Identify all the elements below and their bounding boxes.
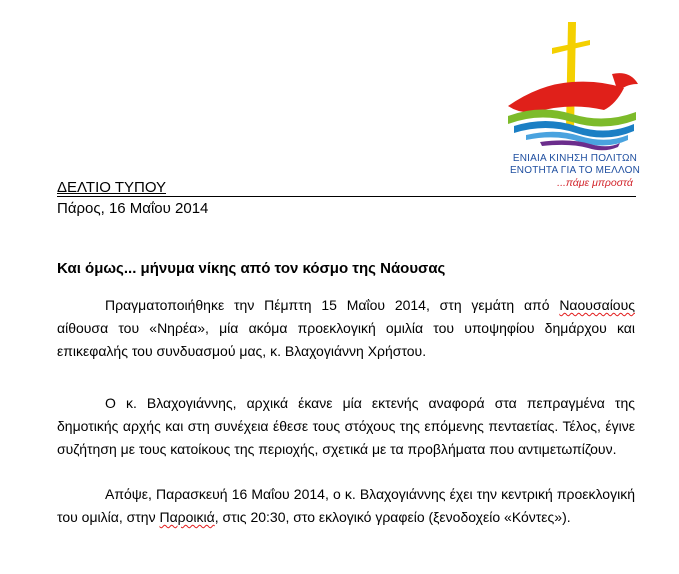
document-type-title: ΔΕΛΤΙΟ ΤΥΠΟΥ <box>57 179 167 196</box>
paragraph-3 <box>57 483 635 529</box>
party-logo <box>500 18 650 198</box>
press-release-headline: Και όμως... μήνυμα νίκης από τον κόσμο της Νάουσας <box>57 260 446 277</box>
paragraph-3-text-c: , στις 20:30, στο εκλογικό γραφείο (ξενοδοχείο «Κόντες»). <box>214 509 571 525</box>
place-date: Πάρος, 16 Μαΐου 2014 <box>57 200 209 217</box>
header-divider <box>57 196 636 197</box>
spellcheck-flagged-word: Παροικιά <box>159 509 215 525</box>
paragraph-3-text-a: Απόψε, Παρασκευή 16 Μαΐου 2014, ο κ. Βλαχογιάννης έχει την κεντρική προεκλογική του ομιλία, στην <box>57 486 635 525</box>
party-emblem-icon <box>500 18 650 153</box>
boat-hull-shape <box>508 82 624 113</box>
logo-slogan: ...πάμε μπροστά <box>557 177 633 189</box>
paragraph-1-text-c: αίθουσα του «Νηρέα», μία ακόμα προεκλογική ομιλία του υποψηφίου δημάρχου και επικεφαλής του συνδυασμού μας, κ. Βλαχογιάννη Χρήστου. <box>57 320 635 359</box>
spellcheck-flagged-word: Ναουσαίους <box>559 297 635 313</box>
paragraph-2: Ο κ. Βλαχογιάννης, αρχικά έκανε μία εκτενής αναφορά στα πεπραγμένα της δημοτικής αρχής και στη συνέχεια έθεσε τους στόχους της επόμενης πενταετίας. Τέλος, έγινε συζήτηση με τους κατοίκους της περιοχής, σχετικά με τα προβλήματα που αντιμετωπίζουν. <box>57 395 635 457</box>
org-name-line2: ΕΝΟΤΗΤΑ ΓΙΑ ΤΟ ΜΕΛΛΟΝ <box>509 165 641 176</box>
org-name-line1: ΕΝΙΑΙΑ ΚΙΝΗΣΗ ΠΟΛΙΤΩΝ <box>512 153 638 164</box>
paragraph-1-text-a: Πραγματοποιήθηκε την Πέμπτη 15 Μαΐου 2014, στη γεμάτη από <box>105 297 560 313</box>
paragraph-1 <box>57 294 635 363</box>
